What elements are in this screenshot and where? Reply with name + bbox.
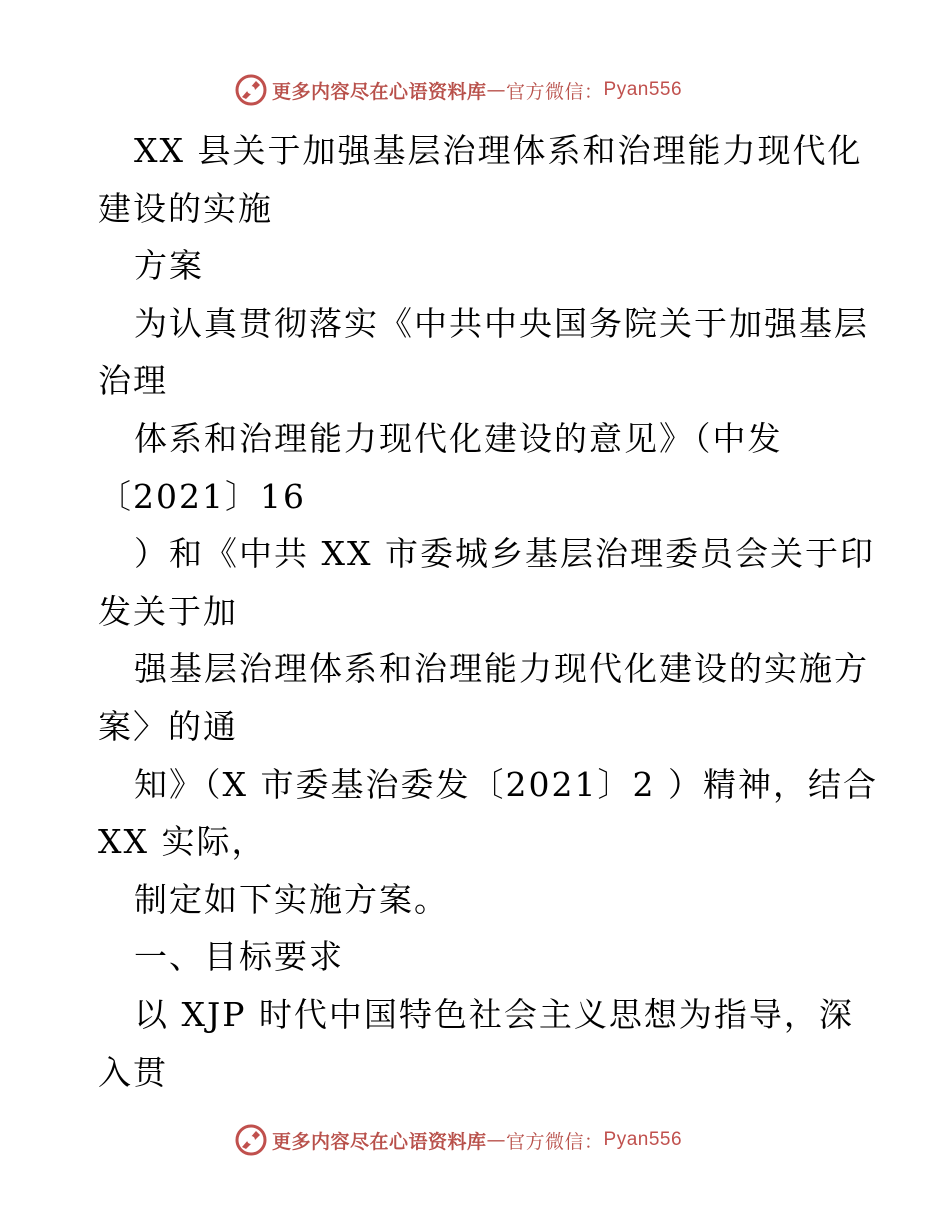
doc-line: 一、目标要求 [134,937,344,977]
banner-separator: — [486,1129,507,1151]
document-body [98,122,878,1101]
doc-line: 方案 [134,246,204,286]
doc-line: 治理 [98,361,168,401]
banner-wechat-label: 官方微信： [506,80,604,103]
doc-line: 制定如下实施方案。 [134,879,449,919]
doc-line: 知》（X 市委基治委发〔2021〕2 ）精神，结合 [134,764,878,804]
doc-line: 以 XJP 时代中国特色社会主义思想为指导，深 [134,994,854,1034]
doc-line: ）和《中共 XX 市委城乡基层治理委员会关于印 [134,534,875,574]
brand-logo-icon [234,73,268,107]
brand-logo-icon [234,1123,268,1157]
banner-wechat-label: 官方微信： [506,1130,604,1153]
banner-wechat-id: Pyan556 [603,1129,683,1150]
header-banner [234,70,714,110]
doc-line: XX 实际， [98,822,267,862]
doc-line: 案〉的通 [98,706,238,746]
banner-slogan: 更多内容尽在心语资料库 [272,80,487,103]
banner-separator: — [486,79,507,101]
doc-line: 入贯 [98,1052,168,1092]
doc-line: 建设的实施 [98,188,273,228]
doc-line: 体系和治理能力现代化建设的意见》（中发 [134,418,783,458]
doc-line: 为认真贯彻落实《中共中央国务院关于加强基层 [134,303,869,343]
doc-line: XX 县关于加强基层治理体系和治理能力现代化 [134,131,863,170]
doc-line: 〔2021〕16 [98,476,306,516]
banner-wechat-id: Pyan556 [603,79,683,100]
footer-banner [234,1120,714,1160]
doc-line: 强基层治理体系和治理能力现代化建设的实施方 [134,649,869,689]
doc-line: 发关于加 [98,591,238,631]
banner-slogan: 更多内容尽在心语资料库 [272,1130,487,1153]
